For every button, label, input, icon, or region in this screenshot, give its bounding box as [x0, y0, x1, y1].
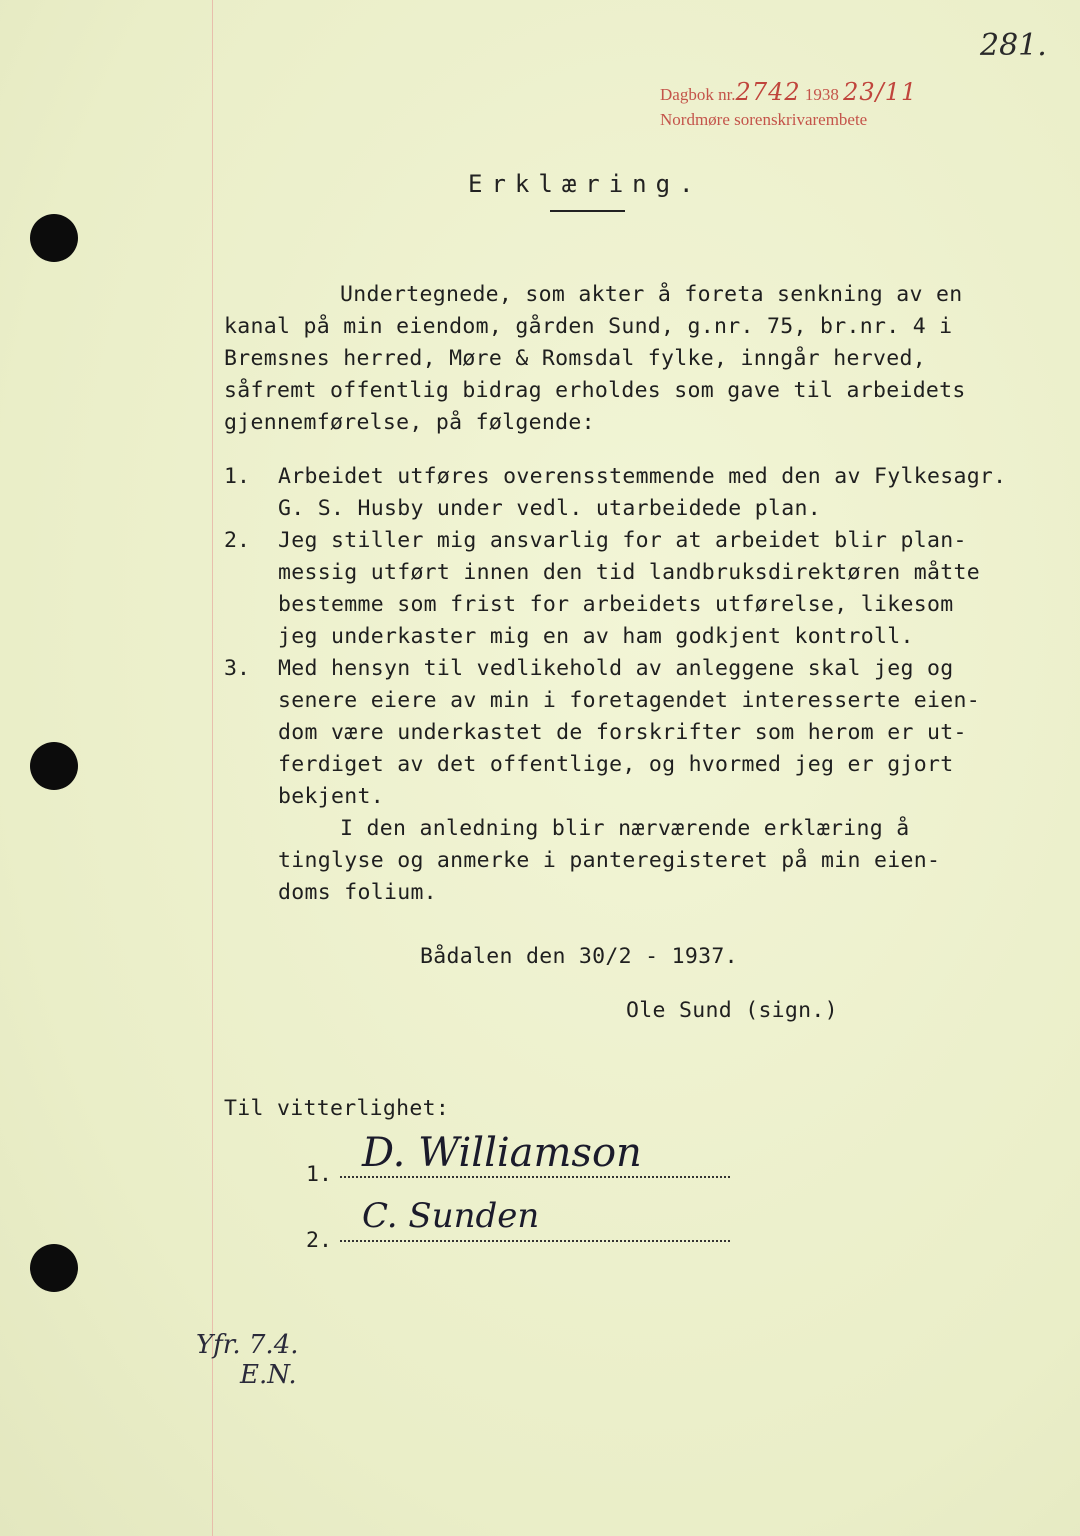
stamp-prefix: Dagbok nr. — [660, 85, 736, 104]
item-number: 2. — [224, 528, 250, 553]
item-line: jeg underkaster mig en av ham godkjent kontroll. — [278, 624, 914, 649]
witness-signature-line — [340, 1176, 730, 1178]
item-number: 3. — [224, 656, 250, 681]
witness-signature-line — [340, 1240, 730, 1242]
item-line: dom være underkastet de forskrifter som herom er ut- — [278, 720, 967, 745]
item-number: 1. — [224, 464, 250, 489]
stamp-office: Nordmøre sorenskrivarembete — [660, 110, 868, 129]
title-underline — [550, 210, 625, 212]
witness-signature: D. Williamson — [362, 1130, 642, 1176]
registry-stamp — [660, 80, 917, 132]
item-line: bestemme som frist for arbeidets utførelse, likesom — [278, 592, 954, 617]
item-line: senere eiere av min i foretagendet interesserte eien- — [278, 688, 980, 713]
witness-label: Til vitterlighet: — [224, 1096, 450, 1121]
marginal-note-line: E.N. — [240, 1360, 297, 1390]
intro-line: kanal på min eiendom, gården Sund, g.nr. 75, br.nr. 4 i — [224, 314, 953, 339]
punch-hole-middle — [30, 742, 78, 790]
punch-hole-top — [30, 214, 78, 262]
margin-line — [212, 0, 213, 1536]
item-line: Jeg stiller mig ansvarlig for at arbeidet blir plan- — [278, 528, 967, 553]
page-number: 281. — [980, 28, 1047, 63]
document-title: Erklæring. — [468, 170, 703, 198]
item-line: bekjent. — [278, 784, 384, 809]
marginal-note-line: Yfr. 7.4. — [196, 1330, 299, 1360]
witness-signature: C. Sunden — [362, 1196, 540, 1236]
item-line: G. S. Husby under vedl. utarbeidede plan. — [278, 496, 822, 521]
witness-number: 1. — [306, 1162, 332, 1187]
item-line: ferdiget av det offentlige, og hvormed jeg er gjort — [278, 752, 954, 777]
intro-line: Undertegnede, som akter å foreta senkning av en — [340, 282, 963, 307]
intro-line: gjennemførelse, på følgende: — [224, 410, 595, 435]
item-line: Arbeidet utføres overensstemmende med den av Fylkesagr. — [278, 464, 1007, 489]
stamp-line-1 — [660, 80, 917, 107]
item-line: Med hensyn til vedlikehold av anleggene skal jeg og — [278, 656, 954, 681]
witness-number: 2. — [306, 1228, 332, 1253]
signature-line: Ole Sund (sign.) — [626, 998, 838, 1023]
closing-line: doms folium. — [278, 880, 437, 905]
intro-line: såfremt offentlig bidrag erholdes som gave til arbeidets — [224, 378, 966, 403]
closing-line: tinglyse og anmerke i panteregisteret på min eien- — [278, 848, 941, 873]
place-date: Bådalen den 30/2 - 1937. — [420, 944, 738, 969]
punch-hole-bottom — [30, 1244, 78, 1292]
item-line: messig utført innen den tid landbruksdirektøren måtte — [278, 560, 980, 585]
stamp-date: 23/11 — [843, 78, 918, 106]
intro-line: Bremsnes herred, Møre & Romsdal fylke, inngår herved, — [224, 346, 926, 371]
dagbok-number: 2742 — [735, 78, 801, 106]
marginal-note — [196, 1330, 299, 1390]
stamp-year: 1938 — [804, 85, 839, 104]
closing-line: I den anledning blir nærværende erklæring å — [340, 816, 910, 841]
